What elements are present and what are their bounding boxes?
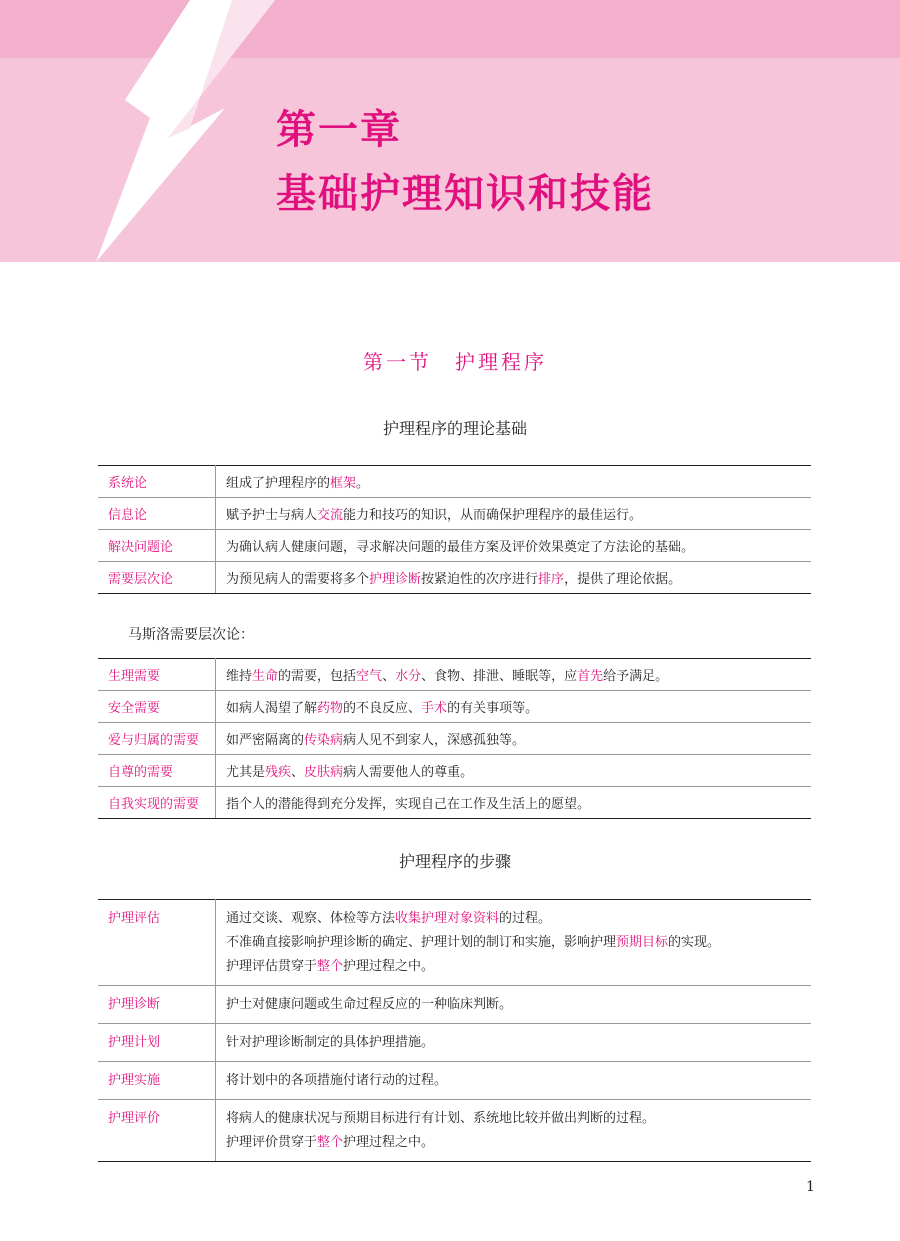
highlight-term: 整个 [317, 959, 344, 974]
step-description-line: 针对护理诊断制定的具体护理措施。 [226, 1035, 435, 1050]
step-term: 护理实施 [98, 1062, 216, 1100]
steps-table [98, 899, 811, 1162]
highlight-term: 传染病 [304, 733, 344, 748]
step-description [216, 1024, 812, 1062]
step-description-line: 不准确直接影响护理诊断的确定、护理计划的制订和实施，影响护理预期目标的实现。 [226, 935, 721, 950]
step-term: 护理计划 [98, 1024, 216, 1062]
highlight-term: 整个 [317, 1135, 344, 1150]
maslow-table-body [98, 659, 811, 819]
maslow-term: 生理需要 [98, 659, 216, 691]
theory-table-title: 护理程序的理论基础 [382, 419, 527, 438]
step-row [98, 1100, 811, 1162]
step-row [98, 1062, 811, 1100]
highlight-term: 手术 [421, 701, 448, 716]
maslow-description: 维持生命的需要，包括空气、水分、食物、排泄、睡眠等，应首先给予满足。 [216, 659, 812, 691]
step-description-line: 护理评价贯穿于整个护理过程之中。 [226, 1135, 435, 1150]
highlight-term: 预期目标 [616, 935, 669, 950]
maslow-term: 自我实现的需要 [98, 787, 216, 819]
theory-row [98, 498, 811, 530]
maslow-term: 自尊的需要 [98, 755, 216, 787]
step-description-line: 将计划中的各项措施付诸行动的过程。 [226, 1073, 448, 1088]
theory-term: 解决问题论 [98, 530, 216, 562]
step-description-line: 通过交谈、观察、体检等方法收集护理对象资料的过程。 [226, 911, 552, 926]
maslow-description: 指个人的潜能得到充分发挥，实现自己在工作及生活上的愿望。 [216, 787, 812, 819]
step-description [216, 900, 812, 986]
chapter-name: 基础护理知识和技能 [276, 171, 654, 217]
maslow-row [98, 691, 811, 723]
maslow-term: 爱与归属的需要 [98, 723, 216, 755]
chapter-header-banner [0, 0, 900, 262]
maslow-row [98, 787, 811, 819]
highlight-term: 空气 [356, 669, 383, 684]
steps-table-body [98, 900, 811, 1162]
maslow-term: 安全需要 [98, 691, 216, 723]
step-term: 护理评价 [98, 1100, 216, 1162]
highlight-term: 皮肤病 [304, 765, 344, 780]
maslow-row [98, 659, 811, 691]
highlight-term: 交流 [317, 508, 344, 523]
highlight-term: 生命 [252, 669, 279, 684]
maslow-description: 尤其是残疾、皮肤病病人需要他人的尊重。 [216, 755, 812, 787]
chapter-number: 第一章 [276, 107, 402, 153]
step-term: 护理诊断 [98, 986, 216, 1024]
highlight-term: 水分 [395, 669, 422, 684]
step-description-line: 护士对健康问题或生命过程反应的一种临床判断。 [226, 997, 513, 1012]
section-title: 第一节 护理程序 [363, 350, 547, 374]
step-row [98, 900, 811, 986]
maslow-label: 马斯洛需要层次论： [128, 627, 254, 643]
lightning-bolt-icon [0, 0, 300, 262]
theory-table [98, 465, 811, 594]
theory-description: 为确认病人健康问题，寻求解决问题的最佳方案及评价效果奠定了方法论的基础。 [216, 530, 812, 562]
highlight-term: 首先 [577, 669, 604, 684]
highlight-term: 护理诊断 [369, 572, 422, 587]
theory-term: 需要层次论 [98, 562, 216, 594]
page-number: 1 [806, 1179, 815, 1195]
highlight-term: 残疾 [265, 765, 292, 780]
theory-row [98, 530, 811, 562]
theory-description: 为预见病人的需要将多个护理诊断按紧迫性的次序进行排序，提供了理论依据。 [216, 562, 812, 594]
step-description [216, 1100, 812, 1162]
theory-term: 系统论 [98, 466, 216, 498]
theory-description: 组成了护理程序的框架。 [216, 466, 812, 498]
theory-description: 赋予护士与病人交流能力和技巧的知识，从而确保护理程序的最佳运行。 [216, 498, 812, 530]
maslow-table [98, 658, 811, 819]
theory-table-body [98, 466, 811, 594]
step-term: 护理评估 [98, 900, 216, 986]
highlight-term: 排序 [538, 572, 565, 587]
highlight-term: 框架 [330, 476, 357, 491]
highlight-term: 药物 [317, 701, 344, 716]
theory-row [98, 562, 811, 594]
maslow-row [98, 755, 811, 787]
theory-term: 信息论 [98, 498, 216, 530]
highlight-term: 收集护理对象资料 [395, 911, 500, 926]
step-row [98, 986, 811, 1024]
chapter-title [276, 98, 654, 226]
maslow-description: 如严密隔离的传染病病人见不到家人，深感孤独等。 [216, 723, 812, 755]
step-description [216, 1062, 812, 1100]
theory-row [98, 466, 811, 498]
step-description-line: 将病人的健康状况与预期目标进行有计划、系统地比较并做出判断的过程。 [226, 1111, 656, 1126]
step-row [98, 1024, 811, 1062]
maslow-row [98, 723, 811, 755]
steps-table-title: 护理程序的步骤 [398, 852, 511, 871]
maslow-description: 如病人渴望了解药物的不良反应、手术的有关事项等。 [216, 691, 812, 723]
step-description [216, 986, 812, 1024]
step-description-line: 护理评估贯穿于整个护理过程之中。 [226, 959, 435, 974]
